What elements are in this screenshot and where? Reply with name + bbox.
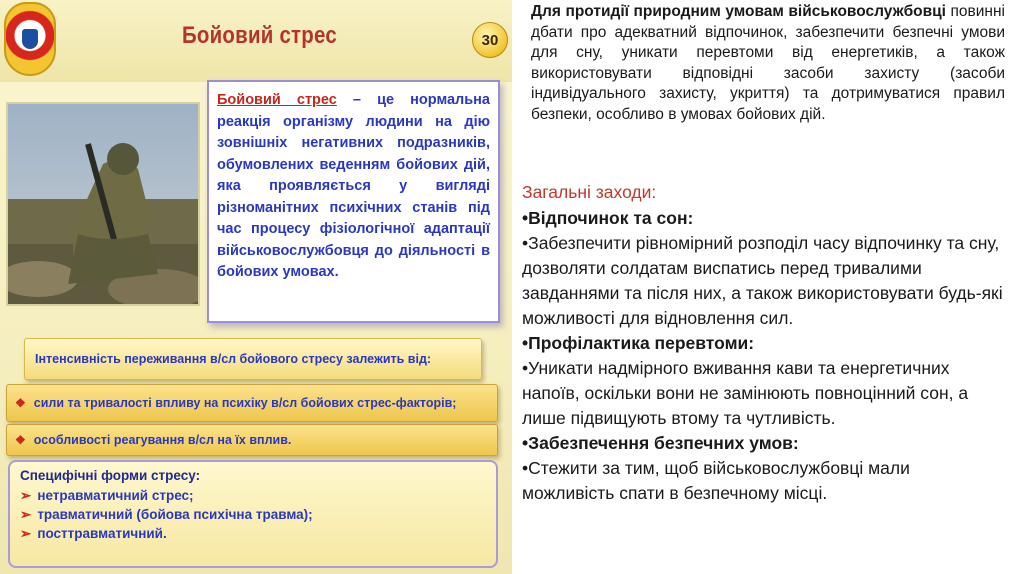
intensity-text: Інтенсивність переживання в/сл бойового стресу залежить від: bbox=[35, 352, 432, 366]
intro-bold: Для протидії природним умовам військовослужбовці bbox=[531, 3, 946, 20]
list-item: •Стежити за тим, щоб військовослужбовці мали можливість спати в безпечному місці. bbox=[522, 458, 910, 503]
emblem-icon bbox=[4, 2, 56, 76]
factor-text-1: сили та тривалості впливу на психіку в/сл бойових стрес-факторів; bbox=[33, 396, 457, 410]
definition-term: Бойовий стрес bbox=[217, 92, 337, 108]
intensity-bar bbox=[24, 338, 482, 380]
slide-header bbox=[0, 0, 512, 82]
intro-rest: повинні дбати про адекватний відпочинок, забезпечити безпечні умови для сну, уникати перевтоми від енергетиків, а також використовувати відповідні засоби захисту (засоби індивідуального захисту, укриття) та дотримуватися правил безпеки, особливо в умовах бойових дій. bbox=[531, 3, 1005, 123]
definition-box bbox=[207, 80, 500, 323]
diamond-bullet-icon: ❖ bbox=[15, 396, 26, 410]
list-item: •Забезпечити рівномірний розподіл часу відпочинку та сну, дозволяти солдатам виспатись перед тривалими завданнями та після них, а також використовувати будь-які можливості для відновлення сил. bbox=[522, 233, 1003, 328]
page-number-badge: 30 bbox=[472, 22, 508, 58]
text-panel bbox=[517, 0, 1017, 574]
factor-bar-2 bbox=[6, 424, 498, 456]
measures-list bbox=[522, 206, 1006, 506]
list-heading: •Відпочинок та сон: bbox=[522, 208, 694, 228]
stress-forms-box bbox=[8, 460, 498, 568]
forms-item: ➢ нетравматичний стрес; bbox=[20, 488, 194, 503]
list-heading: •Профілактика перевтоми: bbox=[522, 333, 755, 353]
forms-item: ➢ травматичний (бойова психічна травма); bbox=[20, 507, 313, 522]
factor-bar-1 bbox=[6, 384, 498, 422]
definition-rest: – це нормальна реакція організму людини на дію зовнішніх негативних подразників, обумовлених веденням бойових дій, яка проявляється у вигляді різноманітних психічних станів під час процесу фізіологічної адаптації військовослужбовця до діяльності в бойових умовах. bbox=[217, 92, 490, 280]
soldier-photo bbox=[6, 102, 200, 306]
definition-text bbox=[217, 90, 490, 284]
list-item: •Уникати надмірного вживання кави та енергетичних напоїв, оскільки вони не замінюють повноцінний сон, а лише підвищують втому та чутливість. bbox=[522, 358, 969, 428]
section-title: Загальні заходи: bbox=[522, 182, 657, 202]
arrow-bullet-icon: ➢ bbox=[20, 507, 32, 522]
list-heading: •Забезпечення безпечних умов: bbox=[522, 433, 799, 453]
arrow-bullet-icon: ➢ bbox=[20, 526, 32, 541]
forms-item: ➢ посттравматичний. bbox=[20, 526, 167, 541]
arrow-bullet-icon: ➢ bbox=[20, 488, 32, 503]
factor-text-2: особливості реагування в/сл на їх вплив. bbox=[33, 433, 292, 447]
diamond-bullet-icon: ❖ bbox=[15, 433, 26, 447]
slide-title: Бойовий стрес bbox=[182, 22, 337, 49]
intro-paragraph bbox=[531, 2, 1005, 125]
forms-title: Специфічні форми стресу: bbox=[20, 468, 201, 483]
